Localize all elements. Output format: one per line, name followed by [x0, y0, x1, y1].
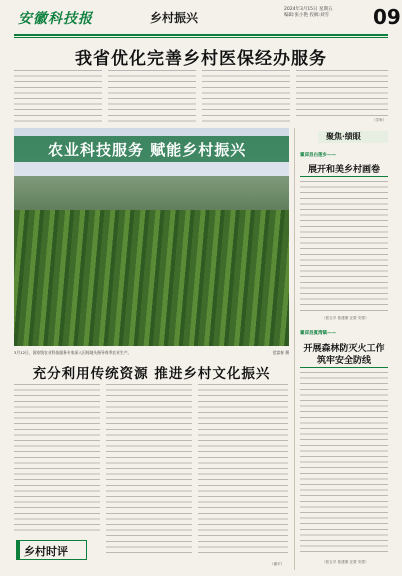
- lead-headline: 我省优化完善乡村医保经办服务: [75, 49, 327, 69]
- photo-caption: [14, 350, 289, 356]
- issue-date: 2024年3月15日 星期五: [284, 7, 333, 12]
- masthead: [0, 0, 402, 36]
- photo-banner-text: 农业科技服务 赋能乡村振兴: [48, 141, 247, 159]
- sidebar-story2-title-line2: 筑牢安全防线: [316, 356, 371, 366]
- section-name: 乡村振兴: [150, 11, 199, 25]
- sidebar-story1-body: [300, 181, 388, 314]
- news-photo: [14, 128, 289, 346]
- page-number: 09: [373, 5, 401, 29]
- sidebar-story1-title: 展开和美乡村画卷: [307, 165, 380, 175]
- lead-body-col-2: [108, 70, 196, 122]
- lead-byline: （学家）: [372, 118, 387, 122]
- issue-meta: [284, 7, 364, 19]
- sidebar-story2-credit: （张玉平 詹建康 汪蒙 安蒙）: [322, 560, 369, 564]
- feature-body-col-3: [198, 384, 288, 556]
- feature-body-col-2: [106, 384, 192, 556]
- feature-body-col-1: [14, 384, 100, 534]
- masthead-rule: [14, 34, 388, 36]
- sidebar-label: 聚焦·绩眼: [326, 131, 361, 141]
- photo-field: [14, 210, 289, 346]
- lead-body-col-4: [296, 70, 388, 116]
- column-divider: [294, 128, 295, 570]
- photo-credit: 范富春 摄: [272, 350, 289, 355]
- sidebar-story1-kicker: 霍邱县白莲乡——: [300, 153, 336, 158]
- sidebar-story1-credit: （张玉平 詹建康 汪蒙 安蒙）: [322, 316, 369, 320]
- lead-body-col-1: [14, 70, 102, 122]
- feature-headline: 充分利用传统资源 推进乡村文化振兴: [32, 366, 271, 382]
- newspaper-brand: 安徽科技报: [18, 11, 93, 27]
- sidebar-story2-rule: [300, 367, 388, 368]
- feature-credit: （谢平）: [270, 562, 285, 566]
- photo-caption-text: 3月12日，国家级农业科技服务专家深入田间地头指导春季农业生产。: [14, 350, 132, 355]
- sidebar-story1-rule: [300, 176, 388, 177]
- masthead-rule-thin: [14, 37, 388, 38]
- sidebar-story2-title-line1: 开展森林防灭火工作: [303, 344, 385, 354]
- column-tag: 乡村时评: [24, 545, 68, 558]
- issue-editors: 编辑:张小艳 投稿:刘雪: [284, 13, 329, 18]
- sidebar-story2-kicker: 霍邱县夏湾镇——: [300, 331, 336, 336]
- sidebar-story2-body: [300, 372, 388, 554]
- lead-body-col-3: [202, 70, 290, 122]
